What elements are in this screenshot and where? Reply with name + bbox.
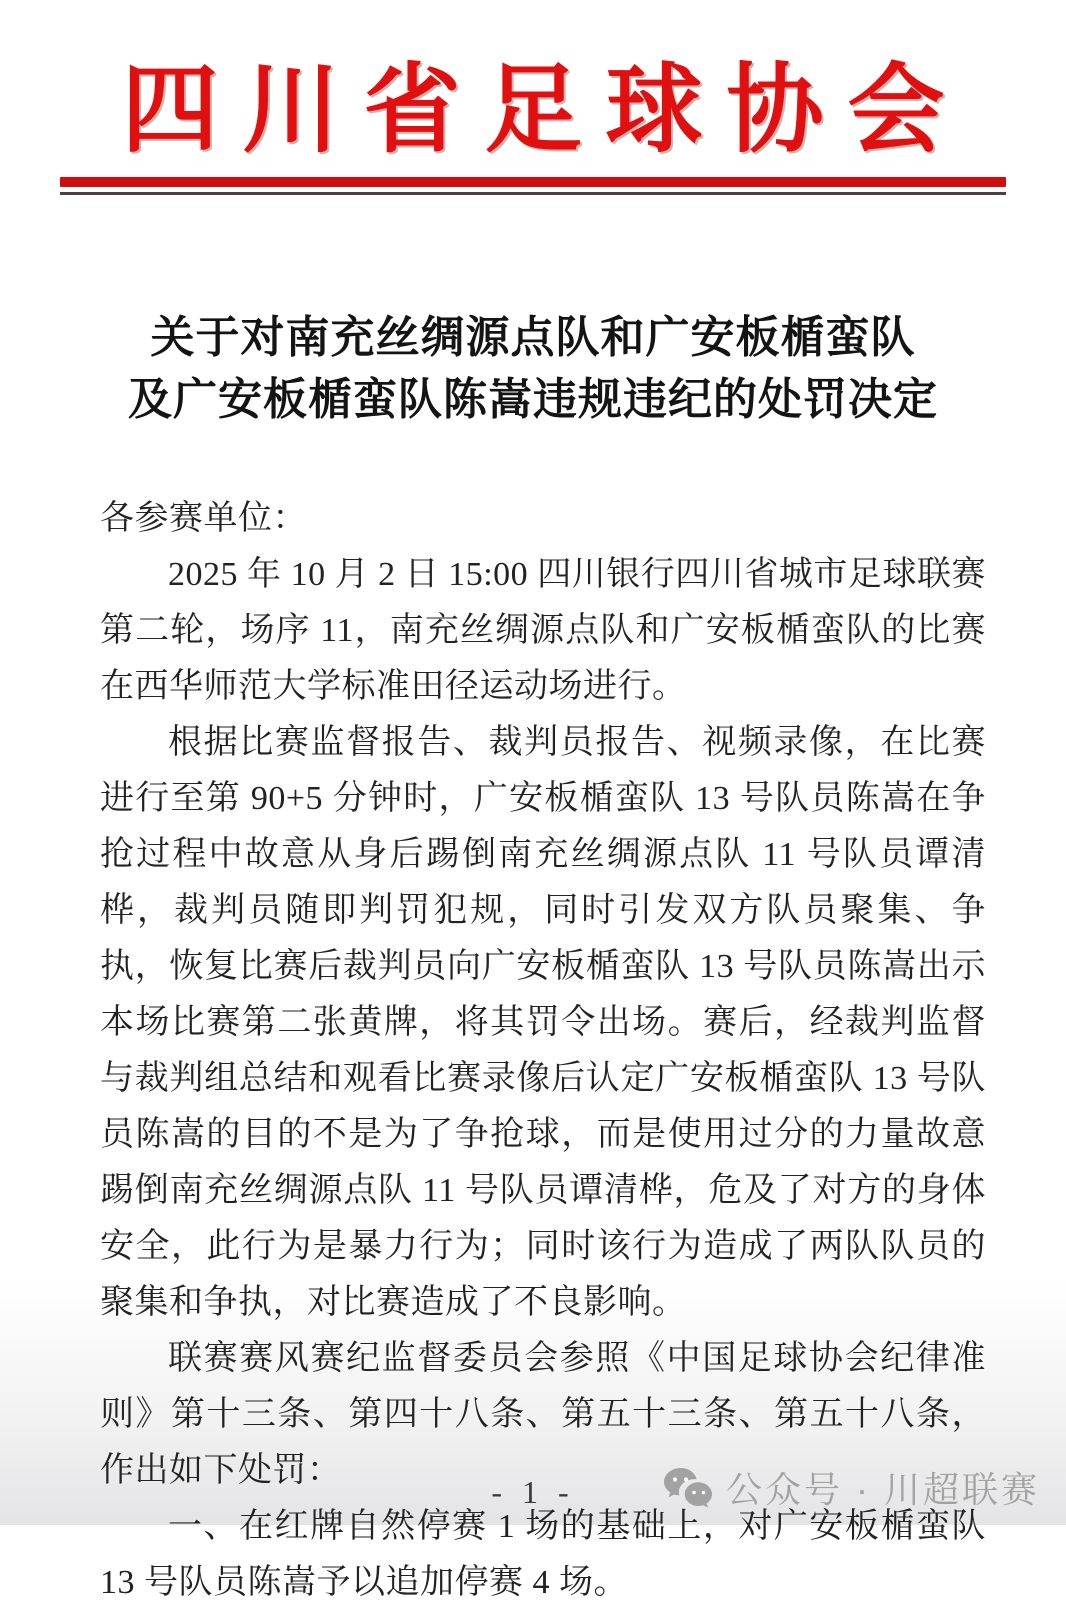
title-line-2: 及广安板楯蛮队陈嵩违规违纪的处罚决定: [128, 374, 938, 424]
title-line-1: 关于对南充丝绸源点队和广安板楯蛮队: [150, 312, 916, 362]
divider-thick-line: [60, 177, 1006, 187]
wechat-icon: [662, 1466, 714, 1510]
letterhead-divider: [60, 177, 1006, 195]
paragraph-punishment-item-1: 一、在红牌自然停赛 1 场的基础上，对广安板楯蛮队 13 号队员陈嵩予以追加停赛 4 场。: [100, 1507, 986, 1601]
document-title: [0, 307, 1066, 431]
paragraph-rules-reference: 联赛赛风赛纪监督委员会参照《中国足球协会纪律准则》第十三条、第四十八条、第五十三条、第五十八条，作出如下处罚：: [100, 1339, 986, 1489]
divider-thin-line: [60, 192, 1006, 195]
org-name: 四川省足球协会: [121, 57, 969, 164]
page-number: - 1 -: [491, 1474, 575, 1510]
letterhead: [0, 0, 1066, 195]
paragraph-match-info: 2025 年 10 月 2 日 15:00 四川银行四川省城市足球联赛第二轮，场序 11，南充丝绸源点队和广安板楯蛮队的比赛在西华师范大学标准田径运动场进行。: [100, 555, 986, 705]
salutation: 各参赛单位：: [100, 499, 307, 537]
document-body: [100, 491, 986, 1611]
watermark-label: 公众号 · 川超联赛: [726, 1469, 1040, 1510]
paragraph-incident-description: 根据比赛监督报告、裁判员报告、视频录像，在比赛进行至第 90+5 分钟时，广安板楯蛮队 13 号队员陈嵩在争抢过程中故意从身后踢倒南充丝绸源点队 11 号队员谭清桦，裁判员随即判罚犯规，同时引发双方队员聚集、争执，恢复比赛后裁判员向广安板楯蛮队 13 号队员陈嵩出示本场比赛第二张黄牌，将其罚令出场。赛后，经裁判监督与裁判组总结和观看比赛录像后认定广安板楯蛮队 13 号队员陈嵩的目的不是为了争抢球，而是使用过分的力量故意踢倒南充丝绸源点队 11 号队员谭清桦，危及了对方的身体安全，此行为是暴力行为；同时该行为造成了两队队员的聚集和争执，对比赛造成了不良影响。: [100, 723, 986, 1321]
wechat-watermark: [662, 1462, 1040, 1513]
